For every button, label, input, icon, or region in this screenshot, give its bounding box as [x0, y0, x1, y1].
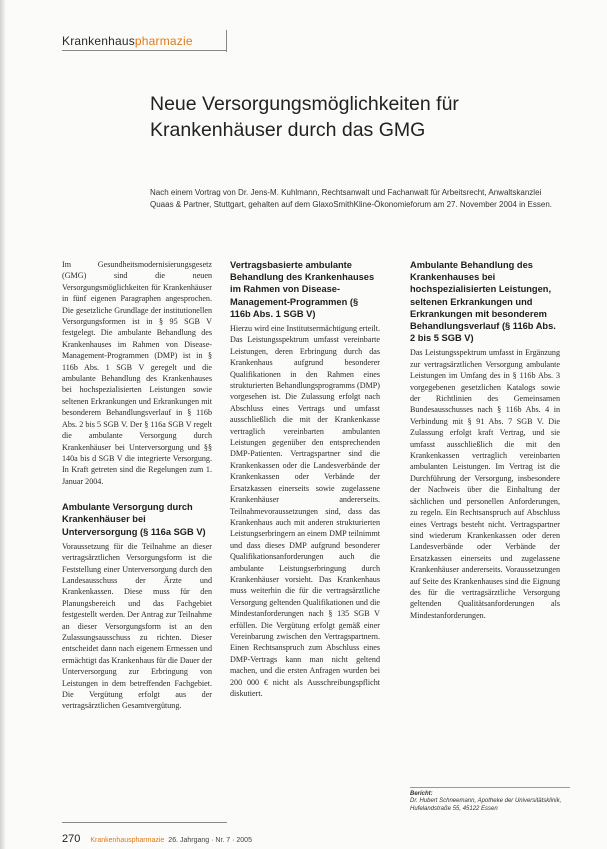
author-note-text: Dr. Hubert Schneemann, Apotheke der Universitätsklinik, Hufelandstraße 55, 45122 Essen	[410, 798, 562, 812]
column-1-body: Im Gesundheitsmodernisierungsgesetz (GMG) sind die neuen Versorgungsmöglichkeiten für Krankenhäuser in fünf eigenen Paragraphen angesprochen. Die gesetzliche Grundlage der institutionellen Versorgungsformen ist in § 95 SGB V festgelegt. Die ambulante Behandlung des Krankenhauses im Rahmen von Disease-Management-Programmen (DMP) ist in § 116b Abs. 1 SGB V geregelt und die ambulante Behandlung des Krankenhauses bei hochspezialisierten Leistungen sowie seltenen Erkrankungen und Erkrankungen mit besonderem Behandlungsverlauf in § 116b Abs. 2 bis 5 SGB V. Der § 116a SGB V regelt die ambulante Versorgung durch Krankenhäuser bei Unterversorgung und §§ 140a bis d SGB V die integrierte Versorgung. In Kraft getreten sind die Regelungen zum 1. Januar 2004.	[62, 260, 212, 486]
footer-magazine: Krankenhauspharmazie	[90, 837, 165, 844]
header-vertical-rule	[226, 30, 227, 52]
column-1-heading: Ambulante Versorgung durch Krankenhäuser bei Unterversorgung (§ 116a SGB V)	[62, 502, 206, 537]
column-3-body: Das Leistungsspektrum umfasst in Ergänzung zur vertragsärztlichen Versorgung ambulante Leistungen im Umfang des in § 116b Abs. 3 vorgegebenen gesetzlichen Katalogs sowie der Richtlinien des Gemeinsamen Bundesausschusses nach § 116b Abs. 4 in Verbindung mit § 91 Abs. 7 SGB V. Die Zulassung erfolgt kraft Vertrag, und sie umfasst ausschließlich die mit den Krankenkassen vertraglich vereinbarten ambulanten Leistungen. Im Vertrag ist die Durchführung der Versorgung, insbesondere der Nachweis über die Einhaltung der sächlichen und personellen Anforderungen, zu regeln. Ein Rechtsanspruch auf Abschluss eines Vertrags besteht nicht. Vertragspartner sind wiederum Krankenkassen oder deren Landesverbände oder Verbände der Ersatzkassen einerseits und zugelassene Krankenhäuser andererseits. Voraussetzungen auf Seite des Krankenhauses sind die Eignung des für die vertragsärztliche Versorgung geltenden Qualitätsanforderungen als Mindestanforderungen.	[410, 348, 560, 620]
note-rule	[410, 787, 570, 788]
article-intro: Nach einem Vortrag von Dr. Jens-M. Kuhlmann, Rechtsanwalt und Fachanwalt für Arbeitsrecht, Anwaltskanzlei Quaas & Partner, Stuttgart, gehalten auf dem GlaxoSmithKline-Ökonomieforum am 27. November 2004 in Essen.	[150, 188, 552, 209]
author-note	[410, 791, 570, 813]
article-title-line1: Neue Versorgungsmöglichkeiten für	[150, 93, 459, 115]
column-1-body-2: Voraussetzung für die Teilnahme an dieser vertragsärztlichen Versorgungsform ist die Feststellung einer Unterversorgung durch den Landesausschuss der Ärzte und Krankenkassen. Diese muss für den Planungsbereich und das Fachgebiet festgestellt werden. Der Antrag zur Teilnahme an dieser Versorgungsform ist an den Zulassungsausschuss zu richten. Dieser entscheidet dann nach eigenem Ermessen und ermächtigt das Krankenhaus für die Dauer der Unterversorgung zur Erbringung von Leistungen in dem betreffenden Fachgebiet. Die Vergütung erfolgt aus der vertragsärztlichen Gesamtvergütung.	[62, 541, 212, 711]
column-3-heading: Ambulante Behandlung des Krankenhauses bei hochspezialisierten Leistungen, seltenen Erkrankungen und Erkrankungen mit besonderem Behandlungsverlauf (§ 116b Abs. 2 bis 5 SGB V)	[410, 260, 556, 344]
column-2	[230, 259, 380, 787]
column-2-heading: Vertragsbasierte ambulante Behandlung des Krankenhauses im Rahmen von Disease-Management-Programmen (§ 116b Abs. 1 SGB V)	[230, 260, 375, 319]
article-title-line2: Krankenhäuser durch das GMG	[150, 119, 426, 141]
column-1-clip	[62, 808, 212, 822]
section-header-part2: pharmazie	[134, 34, 193, 48]
author-note-label: Bericht:	[410, 791, 433, 797]
page-footer	[62, 833, 252, 845]
footer-issue: 26. Jahrgang · Nr. 7 · 2005	[168, 837, 252, 844]
section-header	[62, 34, 193, 48]
footer-rule	[62, 822, 227, 823]
column-2-body: Hierzu wird eine Institutsermächtigung erteilt. Das Leistungsspektrum umfasst vereinbarte Leistungen, deren Erbringung durch das Krankenhaus aufgrund besonderer Qualifikationen in den Rahmen eines strukturierten Behandlungsprogramms (DMP) vorgesehen ist. Die Zulassung erfolgt nach Abschluss eines Vertrags und umfasst ausschließlich die mit der Krankenkasse vertraglich vereinbarten ambulanten Leistungen gegenüber den entsprechenden DMP-Patienten. Vertragspartner sind die Krankenkassen oder die Landesverbände der Krankenkassen oder Verbände der Ersatzkassen einerseits sowie zugelassene Krankenhäuser andererseits. Teilnahmevoraussetzungen sind, dass das Krankenhaus auch mit anderen strukturierten Leistungserbringern an einem DMP teilnimmt und dass dieses DMP aufgrund besonderer Qualifikationsanforderungen auch die ambulante Leistungserbringung durch Krankenhäuser vorsieht. Das Krankenhaus muss weiterhin die für die vertragsärztliche Versorgung geltenden Qualifikationen und die Mindestanforderungen nach § 135 SGB V erfüllen. Die Vergütung erfolgt gemäß einer Vereinbarung zwischen den Vertragspartnern. Einen Rechtsanspruch zum Abschluss eines DMP-Vertrags kann man nicht geltend machen, und die ersten Anfragen wurden bei 200 000 € nicht als Ausschreibungspflicht diskutiert.	[230, 324, 380, 699]
section-header-part1: Krankenhaus	[62, 34, 135, 48]
column-1-frame	[62, 259, 212, 808]
column-3	[410, 259, 560, 707]
article-title	[150, 91, 570, 143]
header-rule	[62, 50, 227, 51]
page-edge-shadow	[0, 0, 6, 849]
page-number: 270	[62, 833, 81, 845]
